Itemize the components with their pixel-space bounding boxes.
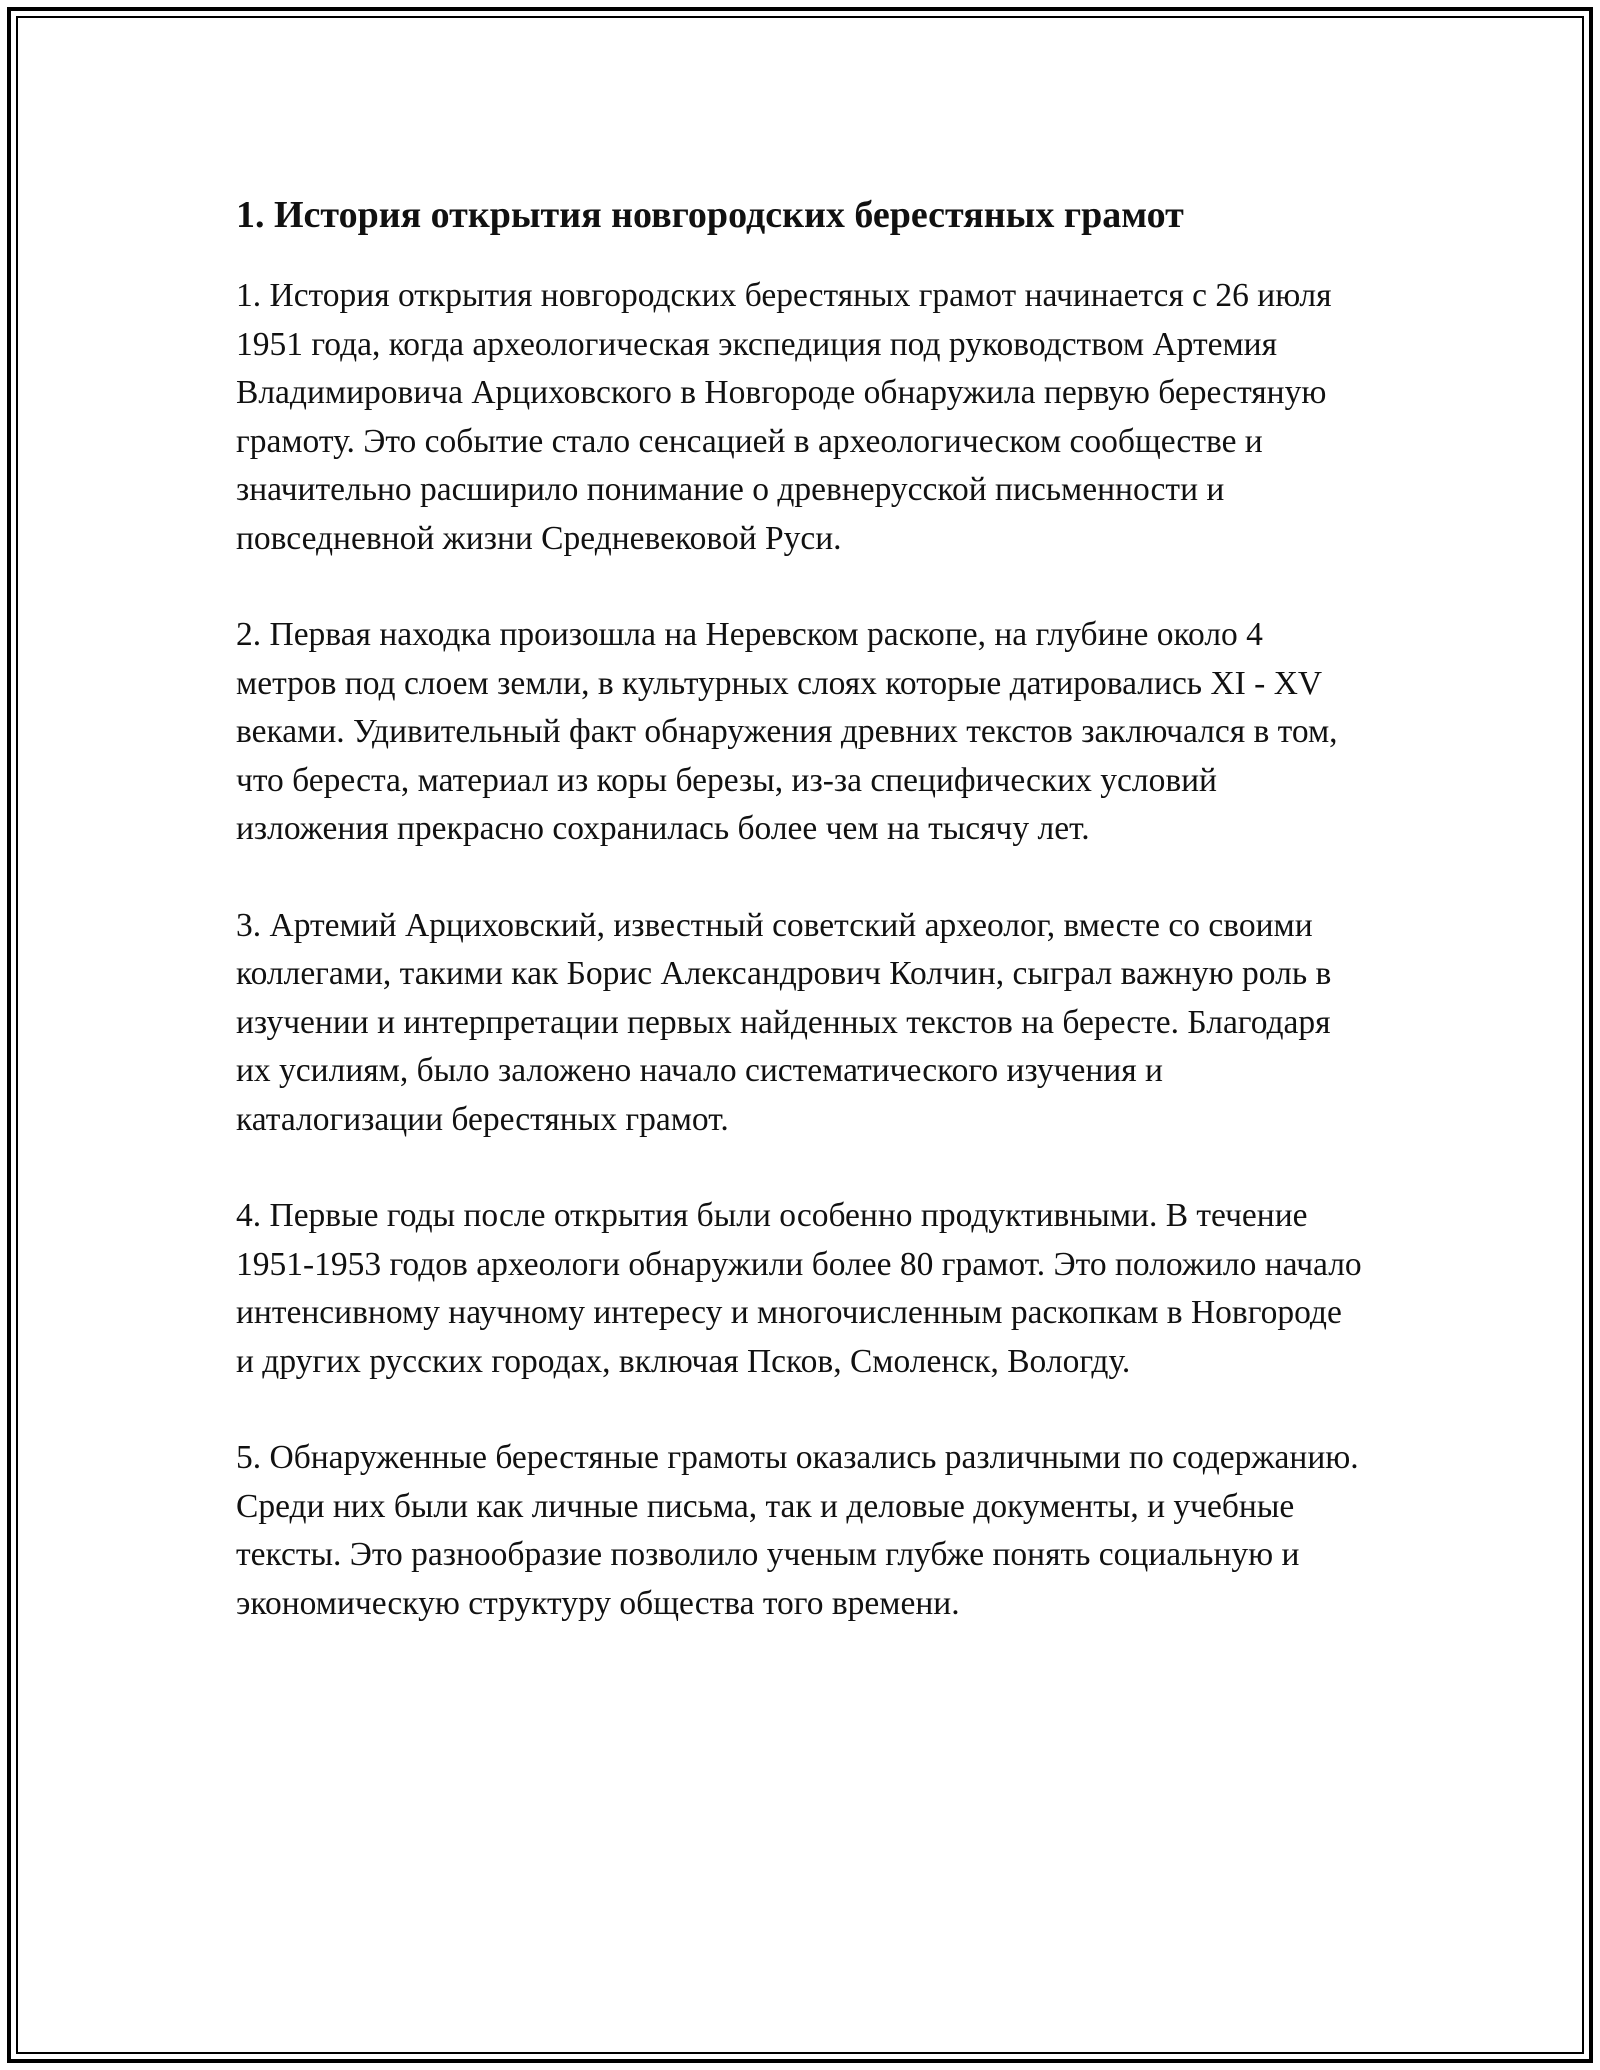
paragraph-4: 4. Первые годы после открытия были особенно продуктивными. В течение 1951-1953 годов археологи обнаружили более 80 грамот. Это положило начало интенсивному научному интересу и многочисленным раскопкам в Новгороде и других русских городах, включая Псков, Смоленск, Вологду. (236, 1197, 1362, 1380)
paragraph-5: 5. Обнаруженные берестяные грамоты оказались различными по содержанию. Среди них были как личные письма, так и деловые документы, и учебные тексты. Это разнообразие позволило ученым глубже понять социальную и экономическую структуру общества того времени. (236, 1439, 1359, 1622)
paragraph-1: 1. История открытия новгородских берестяных грамот начинается с 26 июля 1951 года, когда археологическая экспедиция под руководством Артемия Владимировича Арциховского в Новгороде обнаружила первую берестяную грамоту. Это событие стало сенсацией в археологическом сообществе и значительно расширило понимание о древнерусской письменности и повседневной жизни Средневековой Руси. (236, 277, 1332, 557)
paragraph-3: 3. Артемий Арциховский, известный советский археолог, вместе со своими коллегами, такими как Борис Александрович Колчин, сыграл важную роль в изучении и интерпретации первых найденных текстов на бересте. Благодаря их усилиям, было заложено начало систематического изучения и каталогизации берестяных грамот. (236, 906, 1332, 1138)
paragraph-2: 2. Первая находка произошла на Неревском раскопе, на глубине около 4 метров под слоем земли, в культурных слоях которые датировались XI - XV веками. Удивительный факт обнаружения древних текстов заключался в том, что береста, материал из коры березы, из-за специфических условий изложения прекрасно сохранилась более чем на тысячу лет. (236, 616, 1338, 847)
document-body (236, 186, 1366, 1676)
document-title: 1. История открытия новгородских берестяных грамот (236, 194, 1184, 236)
